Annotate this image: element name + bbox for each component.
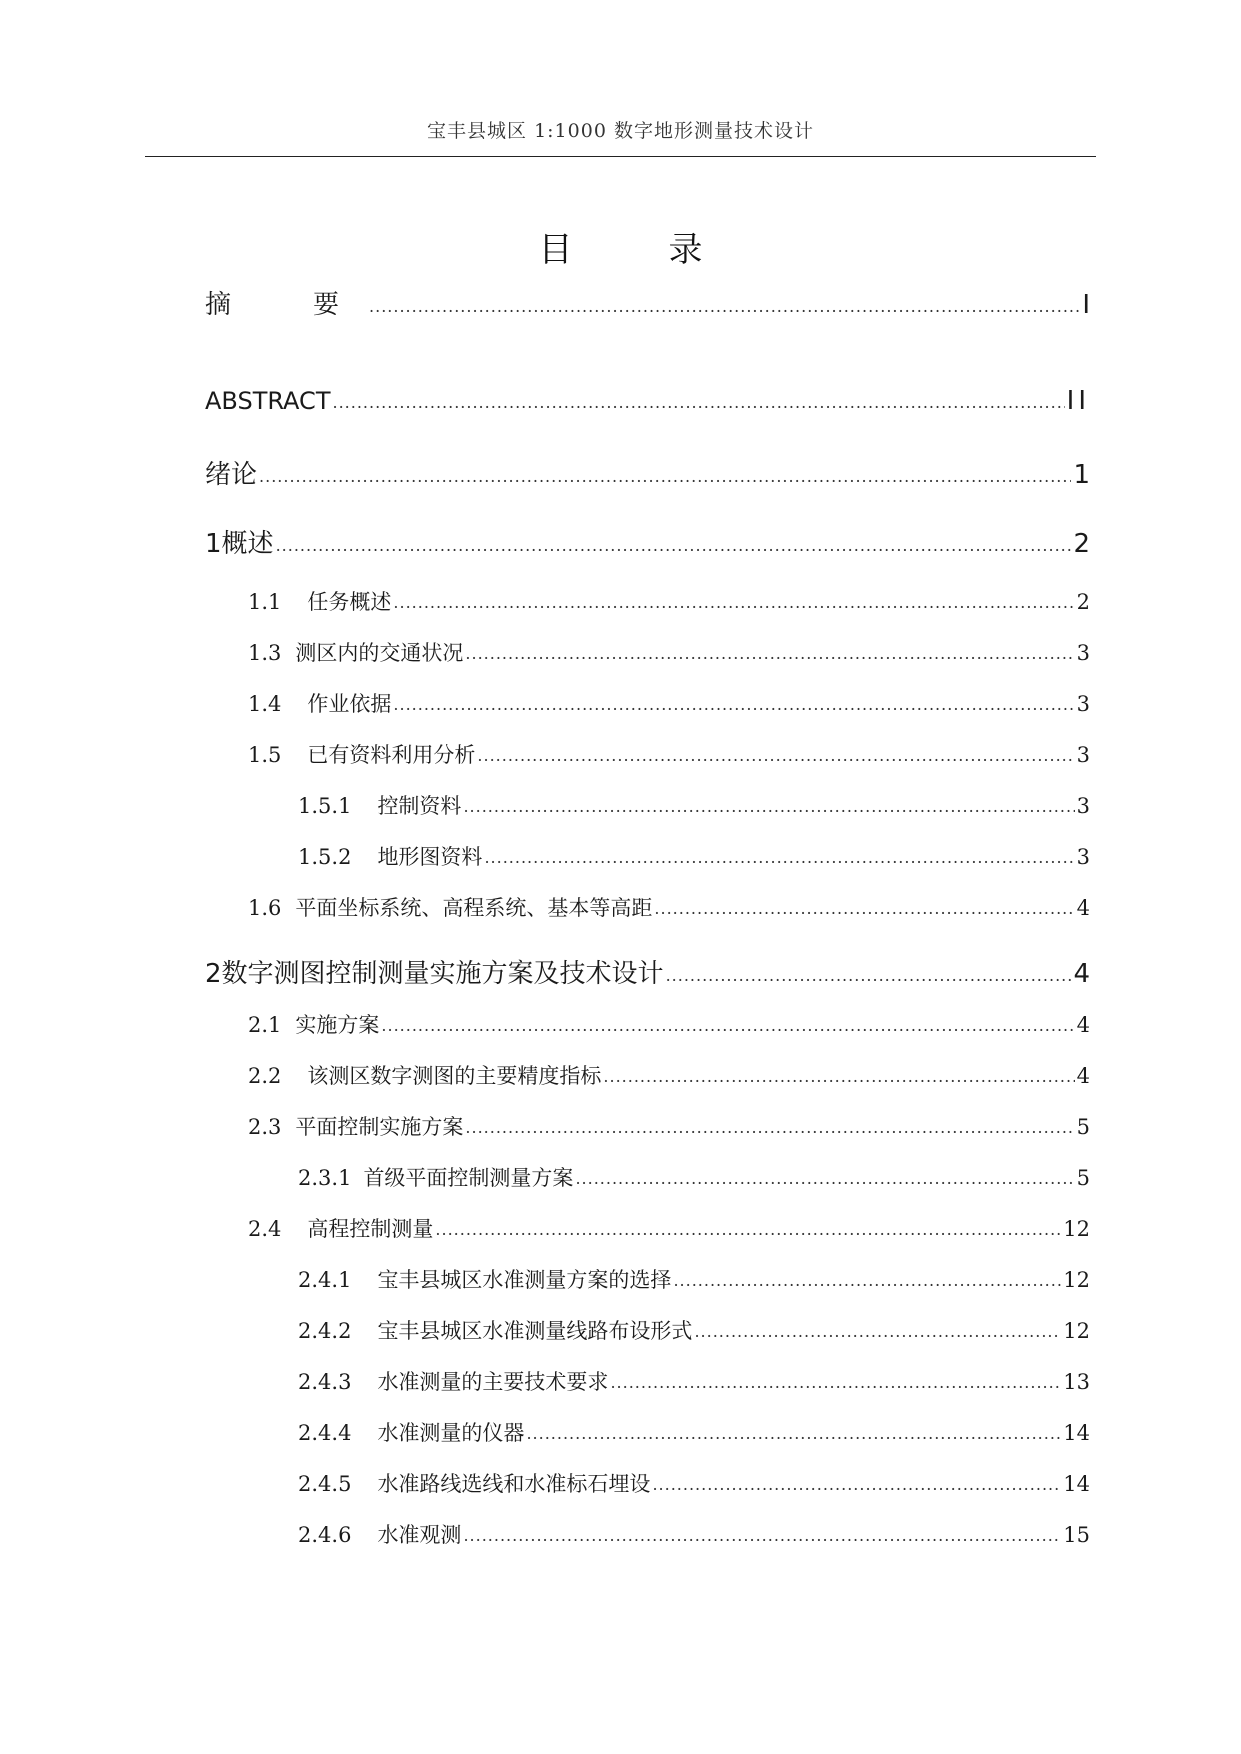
toc-leader bbox=[575, 1165, 1074, 1189]
toc-entry-2-1[interactable] bbox=[248, 1009, 1090, 1037]
toc-entry-page: 3 bbox=[1076, 743, 1090, 767]
toc-entry-2-4-2[interactable] bbox=[298, 1315, 1090, 1343]
toc-entry-number: 2.1 bbox=[248, 1013, 282, 1037]
toc-entry-page: 3 bbox=[1076, 845, 1090, 869]
toc-leader bbox=[477, 742, 1074, 766]
toc-entry-page: 12 bbox=[1063, 1319, 1090, 1343]
toc-entry-page: II bbox=[1066, 386, 1090, 416]
toc-entry-2-2[interactable] bbox=[248, 1060, 1090, 1088]
toc-entry-number: 1.3 bbox=[248, 641, 282, 665]
toc-title-char: 目 bbox=[538, 230, 573, 270]
toc-entry-page: 2 bbox=[1073, 529, 1090, 559]
toc-entry-page: 15 bbox=[1063, 1523, 1090, 1547]
toc-entry-label: 首级平面控制测量方案 bbox=[363, 1166, 574, 1190]
toc-entry-number: 2.4.5 bbox=[298, 1472, 352, 1496]
toc-entry-1-6[interactable] bbox=[248, 892, 1090, 920]
toc-entry-label: 实施方案 bbox=[295, 1013, 380, 1037]
toc-entry-number: 1.6 bbox=[248, 896, 282, 920]
toc-entry-1-1[interactable] bbox=[248, 586, 1090, 614]
toc-entry-chapter-1[interactable] bbox=[205, 523, 1090, 557]
toc-leader bbox=[654, 895, 1074, 919]
toc-leader bbox=[673, 1267, 1061, 1291]
toc-entry-label: 绪论 bbox=[205, 460, 258, 490]
toc-leader bbox=[465, 640, 1074, 664]
toc-entry-number: 2.4.3 bbox=[298, 1370, 352, 1394]
toc-entry-number: 2.4.1 bbox=[298, 1268, 352, 1292]
toc-entry-abstract-cn[interactable] bbox=[205, 284, 1090, 318]
toc-entry-page: 3 bbox=[1076, 692, 1090, 716]
toc-leader bbox=[484, 844, 1074, 868]
toc-leader bbox=[259, 459, 1071, 489]
toc-entry-number: 1.4 bbox=[248, 692, 282, 716]
toc-entry-page: 12 bbox=[1063, 1217, 1090, 1241]
toc-entry-label: 摘 要 bbox=[205, 290, 368, 320]
toc-entry-page: 3 bbox=[1076, 794, 1090, 818]
toc-leader bbox=[435, 1216, 1061, 1240]
toc-entry-2-4-6[interactable] bbox=[298, 1519, 1090, 1547]
toc-leader bbox=[463, 793, 1074, 817]
toc-entry-number: 1.5.1 bbox=[298, 794, 352, 818]
toc-entry-page: 14 bbox=[1063, 1421, 1090, 1445]
toc-leader bbox=[666, 958, 1072, 988]
toc-entry-page: 4 bbox=[1076, 1013, 1090, 1037]
toc-entry-label: 水准路线选线和水准标石埋设 bbox=[377, 1472, 651, 1496]
toc-leader bbox=[610, 1369, 1061, 1393]
toc-entry-number: 2.3 bbox=[248, 1115, 282, 1139]
toc-entry-label: 宝丰县城区水准测量方案的选择 bbox=[377, 1268, 672, 1292]
toc-entry-page: 5 bbox=[1076, 1166, 1090, 1190]
toc-entry-page: I bbox=[1082, 290, 1090, 320]
toc-entry-page: 14 bbox=[1063, 1472, 1090, 1496]
toc-leader bbox=[465, 1114, 1074, 1138]
toc-leader bbox=[393, 589, 1074, 613]
toc-entry-1-5-1[interactable] bbox=[298, 790, 1090, 818]
toc-entry-1-5[interactable] bbox=[248, 739, 1090, 767]
toc-entry-label: 控制资料 bbox=[377, 794, 462, 818]
toc-entry-number: 2.2 bbox=[248, 1064, 282, 1088]
toc-entry-page: 4 bbox=[1076, 1064, 1090, 1088]
toc-leader bbox=[369, 289, 1080, 319]
toc-leader bbox=[381, 1012, 1074, 1036]
toc-entry-label: 高程控制测量 bbox=[307, 1217, 434, 1241]
toc-entry-label: 已有资料利用分析 bbox=[307, 743, 476, 767]
toc-entry-number: 2.3.1 bbox=[298, 1166, 352, 1190]
toc-entry-label: 地形图资料 bbox=[377, 845, 483, 869]
toc-entry-number: 2.4 bbox=[248, 1217, 282, 1241]
toc-entry-page: 4 bbox=[1073, 959, 1090, 989]
toc-entry-introduction[interactable] bbox=[205, 454, 1090, 488]
toc-entry-2-3-1[interactable] bbox=[298, 1162, 1090, 1190]
toc-leader bbox=[603, 1063, 1074, 1087]
toc-entry-1-5-2[interactable] bbox=[298, 841, 1090, 869]
toc-entry-number: 1 bbox=[205, 529, 222, 559]
toc-entry-page: 1 bbox=[1073, 460, 1090, 490]
toc-entry-abstract-en[interactable] bbox=[205, 386, 1090, 420]
toc-leader bbox=[463, 1522, 1061, 1546]
toc-entry-label: 平面控制实施方案 bbox=[295, 1115, 464, 1139]
toc-entry-label: 概述 bbox=[221, 529, 274, 559]
toc-entry-chapter-2[interactable] bbox=[205, 953, 1090, 987]
toc-entry-2-4-3[interactable] bbox=[298, 1366, 1090, 1394]
toc-entry-label: 平面坐标系统、高程系统、基本等高距 bbox=[295, 896, 653, 920]
toc-leader bbox=[694, 1318, 1061, 1342]
toc-entry-label: 任务概述 bbox=[307, 590, 392, 614]
toc-entry-page: 12 bbox=[1063, 1268, 1090, 1292]
toc-entry-page: 13 bbox=[1063, 1370, 1090, 1394]
toc-entry-label: 宝丰县城区水准测量线路布设形式 bbox=[377, 1319, 693, 1343]
toc-entry-page: 5 bbox=[1076, 1115, 1090, 1139]
running-header: 宝丰县城区 1:1000 数字地形测量技术设计 bbox=[427, 120, 814, 142]
toc-entry-2-4-4[interactable] bbox=[298, 1417, 1090, 1445]
toc-entry-label: 水准观测 bbox=[377, 1523, 462, 1547]
toc-entry-label: ABSTRACT bbox=[205, 387, 331, 415]
toc-entry-label: 测区内的交通状况 bbox=[295, 641, 464, 665]
toc-entry-label: 水准测量的主要技术要求 bbox=[377, 1370, 609, 1394]
toc-entry-2-3[interactable] bbox=[248, 1111, 1090, 1139]
toc-entry-number: 1.5.2 bbox=[298, 845, 352, 869]
toc-entry-number: 2.4.6 bbox=[298, 1523, 352, 1547]
toc-entry-page: 4 bbox=[1076, 896, 1090, 920]
toc-entry-label: 数字测图控制测量实施方案及技术设计 bbox=[221, 959, 664, 989]
toc-entry-label: 该测区数字测图的主要精度指标 bbox=[307, 1064, 602, 1088]
toc-leader bbox=[393, 691, 1074, 715]
toc-entry-2-4-1[interactable] bbox=[298, 1264, 1090, 1292]
toc-entry-number: 2.4.2 bbox=[298, 1319, 352, 1343]
toc-leader bbox=[652, 1471, 1061, 1495]
toc-entry-label: 水准测量的仪器 bbox=[377, 1421, 525, 1445]
toc-leader bbox=[526, 1420, 1061, 1444]
toc-entry-1-3[interactable] bbox=[248, 637, 1090, 665]
toc-entry-2-4-5[interactable] bbox=[298, 1468, 1090, 1496]
toc-entry-number: 1.1 bbox=[248, 590, 282, 614]
toc-entry-label: 作业依据 bbox=[307, 692, 392, 716]
toc-leader bbox=[276, 528, 1072, 558]
toc-entry-number: 2 bbox=[205, 959, 222, 989]
toc-entry-number: 2.4.4 bbox=[298, 1421, 352, 1445]
toc-entry-page: 2 bbox=[1076, 590, 1090, 614]
toc-leader bbox=[332, 385, 1064, 415]
toc-entry-page: 3 bbox=[1076, 641, 1090, 665]
toc-entry-number: 1.5 bbox=[248, 743, 282, 767]
toc-entry-1-4[interactable] bbox=[248, 688, 1090, 716]
toc-title-char: 录 bbox=[668, 230, 703, 270]
toc-entry-2-4[interactable] bbox=[248, 1213, 1090, 1241]
